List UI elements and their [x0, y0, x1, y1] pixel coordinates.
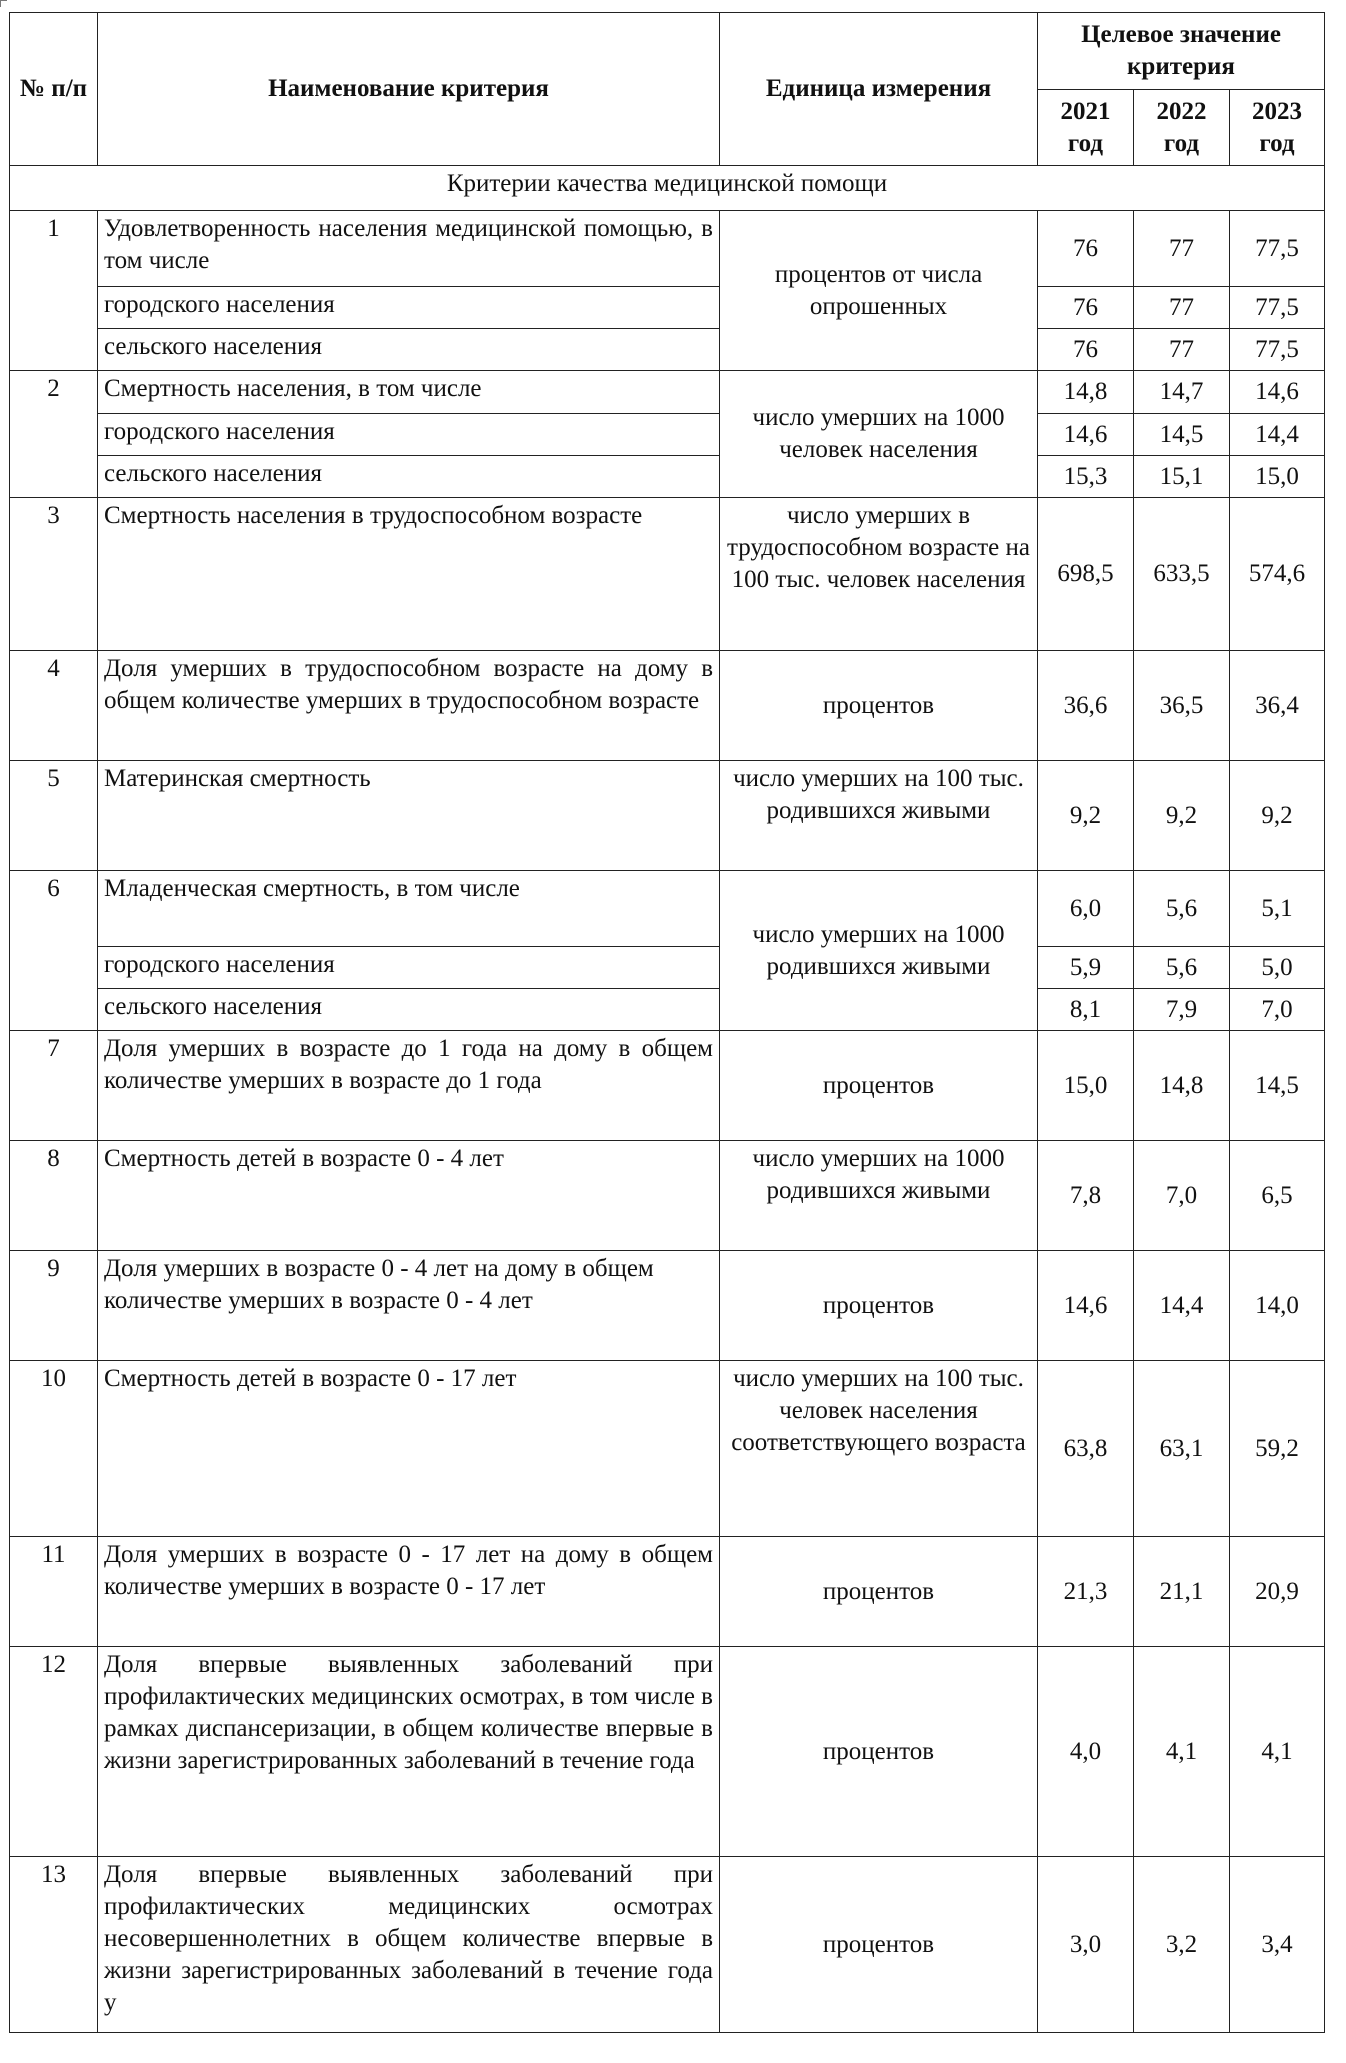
value-2021: 76: [1038, 329, 1134, 371]
row-number: 5: [10, 761, 98, 871]
value-2022: 7,9: [1134, 989, 1230, 1031]
table-row: [10, 1031, 1325, 1141]
row-number: 1: [10, 211, 98, 371]
value-2021: 3,0: [1038, 1857, 1134, 2033]
value-2021: 63,8: [1038, 1361, 1134, 1537]
value-2023: 59,2: [1230, 1361, 1325, 1537]
criterion-subname: городского населения: [98, 287, 720, 329]
table-row: [10, 1537, 1325, 1647]
page-corner-mark: [0, 0, 7, 7]
value-2023: 4,1: [1230, 1647, 1325, 1857]
table-subrow: [10, 414, 1325, 456]
unit-cell: число умерших в трудоспособном возрасте на 100 тыс. человек населения: [720, 498, 1038, 651]
value-2021: 36,6: [1038, 651, 1134, 761]
value-2021: 76: [1038, 211, 1134, 287]
table-row: [10, 651, 1325, 761]
criterion-name: Младенческая смертность, в том числе: [98, 871, 720, 947]
value-2021: 14,6: [1038, 1251, 1134, 1361]
header-criterion-name: Наименование критерия: [98, 13, 720, 166]
value-2023: 14,0: [1230, 1251, 1325, 1361]
value-2023: 36,4: [1230, 651, 1325, 761]
criterion-subname: сельского населения: [98, 329, 720, 371]
header-number: № п/п: [10, 13, 98, 166]
criterion-name: Материнская смертность: [98, 761, 720, 871]
value-2022: 14,8: [1134, 1031, 1230, 1141]
criterion-name: Доля умерших в возрасте 0 - 17 лет на дому в общем количестве умерших в возрасте 0 - 17 лет: [98, 1537, 720, 1647]
value-2021: 7,8: [1038, 1141, 1134, 1251]
row-number: 12: [10, 1647, 98, 1857]
unit-cell: число умерших на 100 тыс. родившихся живыми: [720, 761, 1038, 871]
criterion-name: Смертность населения в трудоспособном возрасте: [98, 498, 720, 651]
criterion-name: Доля умерших в трудоспособном возрасте на дому в общем количестве умерших в трудоспособном возрасте: [98, 651, 720, 761]
value-2023: 6,5: [1230, 1141, 1325, 1251]
value-2021: 8,1: [1038, 989, 1134, 1031]
unit-cell: процентов от числа опрошенных: [720, 211, 1038, 371]
table-subrow: [10, 947, 1325, 989]
criterion-name: Смертность детей в возрасте 0 - 4 лет: [98, 1141, 720, 1251]
unit-cell: процентов: [720, 1251, 1038, 1361]
row-number: 13: [10, 1857, 98, 2033]
unit-cell: число умерших на 1000 родившихся живыми: [720, 871, 1038, 1031]
value-2023: 14,6: [1230, 371, 1325, 414]
table-subrow: [10, 456, 1325, 498]
value-2023: 15,0: [1230, 456, 1325, 498]
value-2021: 15,0: [1038, 1031, 1134, 1141]
value-2022: 5,6: [1134, 947, 1230, 989]
criterion-name: Доля умерших в возрасте 0 - 4 лет на дому в общем количестве умерших в возрасте 0 - 4 лет: [98, 1251, 720, 1361]
value-2022: 63,1: [1134, 1361, 1230, 1537]
value-2022: 7,0: [1134, 1141, 1230, 1251]
value-2023: 77,5: [1230, 329, 1325, 371]
criterion-name: Смертность детей в возрасте 0 - 17 лет: [98, 1361, 720, 1537]
value-2021: 5,9: [1038, 947, 1134, 989]
value-2021: 14,8: [1038, 371, 1134, 414]
value-2021: 14,6: [1038, 414, 1134, 456]
table-row: [10, 1647, 1325, 1857]
value-2022: 36,5: [1134, 651, 1230, 761]
unit-cell: процентов: [720, 1647, 1038, 1857]
table-subrow: [10, 329, 1325, 371]
value-2022: 14,4: [1134, 1251, 1230, 1361]
header-target-value: Целевое значение критерия: [1038, 13, 1325, 90]
value-2021: 6,0: [1038, 871, 1134, 947]
value-2021: 15,3: [1038, 456, 1134, 498]
table-row: [10, 371, 1325, 414]
value-2022: 5,6: [1134, 871, 1230, 947]
value-2022: 633,5: [1134, 498, 1230, 651]
table-row: [10, 1251, 1325, 1361]
table-row: [10, 1141, 1325, 1251]
value-2023: 7,0: [1230, 989, 1325, 1031]
value-2023: 77,5: [1230, 287, 1325, 329]
value-2021: 698,5: [1038, 498, 1134, 651]
table-row: [10, 211, 1325, 287]
value-2021: 9,2: [1038, 761, 1134, 871]
row-number: 6: [10, 871, 98, 1031]
criterion-name: Смертность населения, в том числе: [98, 371, 720, 414]
value-2023: 77,5: [1230, 211, 1325, 287]
criterion-name: Удовлетворенность населения медицинской помощью, в том числе: [98, 211, 720, 287]
value-2023: 20,9: [1230, 1537, 1325, 1647]
row-number: 2: [10, 371, 98, 498]
value-2023: 9,2: [1230, 761, 1325, 871]
unit-cell: процентов: [720, 1857, 1038, 2033]
table-row: [10, 1857, 1325, 2033]
section-title: Критерии качества медицинской помощи: [10, 166, 1325, 211]
header-row: [10, 13, 1325, 90]
unit-cell: число умерших на 100 тыс. человек населения соответствующего возраста: [720, 1361, 1038, 1537]
row-number: 9: [10, 1251, 98, 1361]
document-page: [9, 12, 1325, 2033]
row-number: 10: [10, 1361, 98, 1537]
unit-cell: число умерших на 1000 человек населения: [720, 371, 1038, 498]
value-2023: 5,0: [1230, 947, 1325, 989]
table-subrow: [10, 287, 1325, 329]
value-2022: 77: [1134, 211, 1230, 287]
value-2022: 21,1: [1134, 1537, 1230, 1647]
table-subrow: [10, 989, 1325, 1031]
value-2023: 14,4: [1230, 414, 1325, 456]
value-2022: 14,5: [1134, 414, 1230, 456]
row-number: 4: [10, 651, 98, 761]
row-number: 11: [10, 1537, 98, 1647]
row-number: 3: [10, 498, 98, 651]
section-row: [10, 166, 1325, 211]
row-number: 8: [10, 1141, 98, 1251]
header-unit: Единица измерения: [720, 13, 1038, 166]
criterion-name: Доля впервые выявленных заболеваний при профилактических медицинских осмотрах несовершеннолетних в общем количестве впервые в жизни зарегистрированных заболеваний в течение года у: [98, 1857, 720, 2033]
value-2021: 4,0: [1038, 1647, 1134, 1857]
row-number: 7: [10, 1031, 98, 1141]
value-2022: 4,1: [1134, 1647, 1230, 1857]
value-2023: 5,1: [1230, 871, 1325, 947]
header-year-2023: 2023 год: [1230, 90, 1325, 166]
criterion-name: Доля впервые выявленных заболеваний при профилактических медицинских осмотрах, в том числе в рамках диспансеризации, в общем количестве впервые в жизни зарегистрированных заболеваний в течение года: [98, 1647, 720, 1857]
header-year-2021: 2021 год: [1038, 90, 1134, 166]
table-row: [10, 498, 1325, 651]
unit-cell: процентов: [720, 651, 1038, 761]
value-2023: 14,5: [1230, 1031, 1325, 1141]
value-2021: 21,3: [1038, 1537, 1134, 1647]
criteria-table: [9, 12, 1325, 2033]
unit-cell: число умерших на 1000 родившихся живыми: [720, 1141, 1038, 1251]
table-row: [10, 871, 1325, 947]
value-2023: 3,4: [1230, 1857, 1325, 2033]
criterion-subname: сельского населения: [98, 989, 720, 1031]
table-row: [10, 761, 1325, 871]
value-2022: 77: [1134, 329, 1230, 371]
unit-cell: процентов: [720, 1031, 1038, 1141]
criterion-subname: городского населения: [98, 947, 720, 989]
value-2022: 77: [1134, 287, 1230, 329]
value-2021: 76: [1038, 287, 1134, 329]
table-row: [10, 1361, 1325, 1537]
value-2022: 9,2: [1134, 761, 1230, 871]
value-2023: 574,6: [1230, 498, 1325, 651]
criterion-name: Доля умерших в возрасте до 1 года на дому в общем количестве умерших в возрасте до 1 года: [98, 1031, 720, 1141]
criterion-subname: сельского населения: [98, 456, 720, 498]
criterion-subname: городского населения: [98, 414, 720, 456]
value-2022: 3,2: [1134, 1857, 1230, 2033]
value-2022: 14,7: [1134, 371, 1230, 414]
value-2022: 15,1: [1134, 456, 1230, 498]
unit-cell: процентов: [720, 1537, 1038, 1647]
header-year-2022: 2022 год: [1134, 90, 1230, 166]
